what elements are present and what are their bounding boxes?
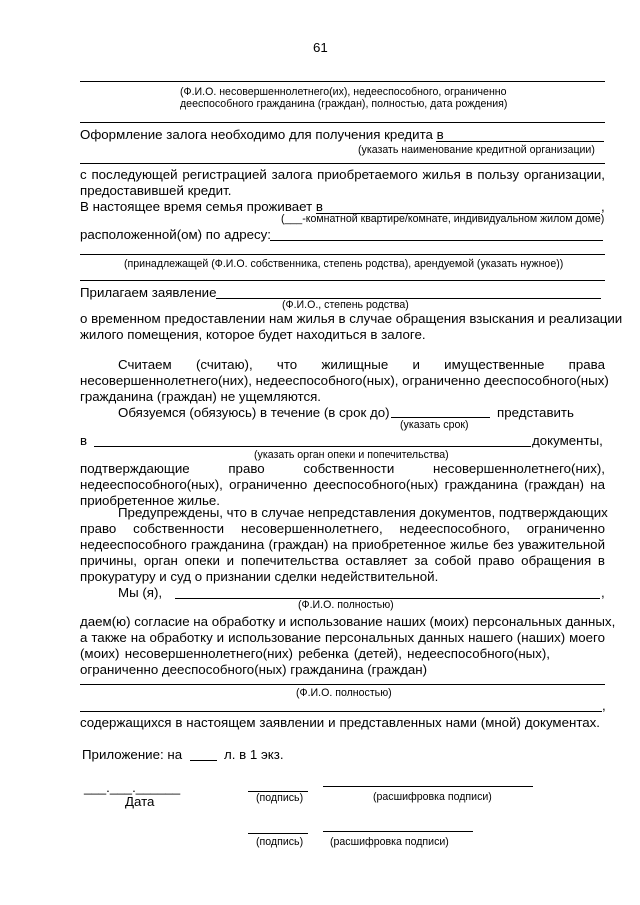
located-at-text: расположенной(ом) по адресу: — [80, 227, 272, 242]
consider-text-3: гражданина (граждан) не ущемляются. — [80, 389, 322, 404]
separator-line-2 — [80, 280, 605, 281]
decode-label-1: (расшифровка подписи) — [373, 791, 492, 803]
warning-text-1: Предупреждены, что в случае непредставления документов, подтверждающих — [118, 505, 608, 520]
signature-field-2[interactable] — [248, 833, 308, 834]
confirm-text-3: приобретенное жилье. — [80, 493, 220, 508]
temporary-housing-text-2: жилого помещения, которое будет находиться в залоге. — [80, 327, 426, 342]
appendix-text: Приложение: на — [82, 747, 183, 762]
decode-label-2: (расшифровка подписи) — [330, 836, 449, 848]
appendix-text-2: л. в 1 экз. — [224, 747, 284, 762]
address-field[interactable] — [270, 240, 603, 241]
child-fio-line-2[interactable] — [80, 711, 602, 712]
term-field[interactable] — [391, 417, 490, 418]
pledge-text: Оформление залога необходимо для получения кредита в — [80, 127, 444, 142]
comma-2: , — [601, 585, 605, 600]
credit-org-field[interactable] — [436, 141, 604, 142]
documents-text: документы, — [532, 433, 603, 448]
guardian-field[interactable] — [94, 446, 531, 447]
owner-line[interactable] — [80, 254, 605, 255]
comma: , — [601, 199, 605, 214]
hint-term: (указать срок) — [400, 419, 469, 431]
signature-label-1: (подпись) — [256, 792, 304, 804]
comma-3: , — [602, 698, 606, 713]
warning-text-4: причины, орган опеки и попечительства оставляет за собой право обращения в — [80, 553, 605, 568]
hint-fio-full: (Ф.И.О. полностью) — [298, 599, 394, 611]
temporary-housing-text-1: о временном предоставлении нам жилья в случае обращения взыскания и реализации — [80, 311, 623, 326]
agree-text-4: ограниченно дееспособного(ных) гражданина (граждан) — [80, 662, 428, 677]
registration-text-2: предоставившей кредит. — [80, 183, 232, 198]
date-field[interactable]: ___.___.______ — [84, 780, 181, 795]
family-lives-text: В настоящее время семья проживает в — [80, 199, 323, 214]
oblige-text: Обязуемся (обязуюсь) в течение (в срок до) — [118, 405, 390, 420]
in-word: в — [80, 433, 88, 448]
decode-field-2[interactable] — [323, 831, 473, 832]
warning-text-2: право собственности несовершеннолетнего, недееспособного, ограниченно — [80, 521, 605, 536]
confirm-text-1: подтверждающие право собственности несовершеннолетнего(них), — [80, 461, 605, 476]
credit-org-line[interactable] — [80, 163, 605, 164]
agree-text-1: даем(ю) согласие на обработку и использование наших (моих) персональных данных, — [80, 614, 616, 629]
hint-guardian: (указать орган опеки и попечительства) — [254, 449, 449, 461]
child-fio-line[interactable] — [80, 684, 605, 685]
decode-field-1[interactable] — [323, 786, 533, 787]
attach-application-text: Прилагаем заявление — [80, 285, 217, 300]
consider-text-2: несовершеннолетнего(них), недееспособного(ных), ограниченно дееспособного(ных) — [80, 373, 609, 388]
signature-label-2: (подпись) — [256, 836, 304, 848]
date-label: Дата — [125, 794, 155, 809]
hint-fio-1: (Ф.И.О. несовершеннолетнего(их), недееспособного, ограниченно — [180, 86, 507, 98]
registration-text-1: с последующей регистрацией залога приобретаемого жилья в пользу организации, — [80, 167, 605, 182]
confirm-text-2: недееспособного(ных), ограниченно дееспособного(ных) гражданина (граждан) на — [80, 477, 605, 492]
hint-relation: (Ф.И.О., степень родства) — [282, 299, 409, 311]
separator-line — [80, 122, 605, 123]
warning-text-5: прокуратуру и суд о признании сделки недействительной. — [80, 569, 439, 584]
page-number: 61 — [313, 40, 328, 55]
hint-dwelling: (___-комнатной квартире/комнате, индивидуальном жилом доме) — [281, 213, 605, 225]
provide-text: представить — [497, 405, 574, 420]
agree-text-3: (моих) несовершеннолетнего(них) ребенка (детей), недееспособного(ных), — [80, 646, 550, 661]
hint-fio-full-2: (Ф.И.О. полностью) — [296, 687, 392, 699]
hint-fio-2: дееспособного гражданина (граждан), полностью, дата рождения) — [180, 98, 508, 110]
hint-owner: (принадлежащей (Ф.И.О. собственника, степень родства), арендуемой (указать нужное)) — [124, 258, 564, 270]
fio-line — [80, 81, 605, 82]
agree-text-2: а также на обработку и использование персональных данных нашего (наших) моего — [80, 630, 605, 645]
sheets-count-field[interactable] — [190, 760, 217, 761]
hint-credit-org: (указать наименование кредитной организации) — [358, 144, 595, 156]
contained-text: содержащихся в настоящем заявлении и представленных нами (мной) документах. — [80, 715, 600, 730]
consider-text-1: Считаем (считаю), что жилищные и имущественные права — [118, 357, 605, 372]
warning-text-3: недееспособного гражданина (граждан) на приобретенное жилье без уважительной — [80, 537, 605, 552]
we-text: Мы (я), — [118, 585, 163, 600]
